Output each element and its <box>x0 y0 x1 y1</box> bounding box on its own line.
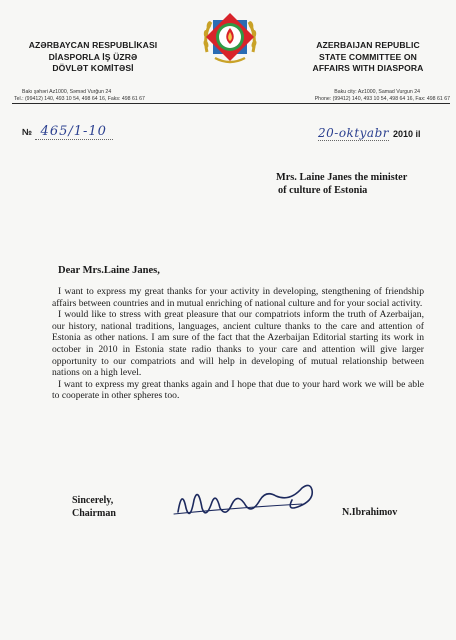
recipient-block <box>276 172 452 197</box>
number-value: 465/1-10 <box>35 124 113 140</box>
signer-name: N.Ibrahimov <box>342 507 398 518</box>
letterhead-left-line: AZƏRBAYCAN RESPUBLİKASI <box>28 40 158 50</box>
date-value: 20-oktyabr <box>318 126 389 140</box>
address-right <box>290 89 450 103</box>
letterhead-right-line: AFFAIRS WITH DIASPORA <box>312 63 424 73</box>
closing-line: Sincerely, <box>72 495 114 506</box>
letterhead-right-line: STATE COMMITTEE ON <box>319 51 417 62</box>
closing-title: Chairman <box>72 508 116 519</box>
letter-body <box>52 286 424 402</box>
letterhead-right-line: AZERBAIJAN REPUBLIC <box>316 40 420 50</box>
letterhead-divider <box>12 103 450 104</box>
number-label: № <box>22 127 33 137</box>
address-right-line: Phone: (99412) 140, 493 10 54, 498 64 16, Fax: 498 61 67 <box>314 96 450 102</box>
body-paragraph: I would like to stress with great pleasure that our compatriots inform the truth of Azerbaijan, our history, national traditions, languages, ancient culture thanks to the care and attention of Estonia as other nations. I am sure of the fact that the Azerbaijan Editorial starting its work in october in 2010 in Estonia state radio thanks to your care and attention will give larger opportunity to our compatriots and will help in developing of mutual relationship between nations on a high level. <box>52 309 424 379</box>
closing-block <box>72 494 116 520</box>
body-paragraph: I want to express my great thanks again and I hope that due to your hard work we will be able to cooperate in other spheres too. <box>52 378 424 402</box>
reference-number <box>22 124 113 139</box>
address-left-line: Bakı şəhəri Az1000, Səməd Vurğun 24 <box>22 89 112 95</box>
address-left <box>14 89 204 103</box>
date-year: 2010 il <box>393 129 421 139</box>
handwritten-signature-icon <box>172 478 332 526</box>
reference-date <box>318 124 421 142</box>
address-right-line: Baku city: Az1000, Samad Vurgun 24 <box>334 89 420 95</box>
salutation: Dear Mrs.Laine Janes, <box>58 265 160 276</box>
letterhead-left-line: DÖVLƏT KOMİTƏSİ <box>52 63 134 73</box>
letterhead-right <box>288 40 448 75</box>
body-paragraph: I want to express my great thanks for your activity in developing, stengthening of friendship affairs between countries and in mutual enriching of national culture and for your social activity. <box>52 286 424 309</box>
letterhead-left-line: DİASPORLA İŞ ÜZRƏ <box>48 51 138 62</box>
azerbaijan-state-emblem-icon <box>197 6 263 72</box>
address-left-line: Tel.: (99412) 140, 493 10 54, 498 64 16, Faks: 498 61 67 <box>14 96 145 102</box>
letterhead-left <box>13 40 173 75</box>
recipient-line: of culture of Estonia <box>278 184 368 196</box>
recipient-line: Mrs. Laine Janes the minister <box>276 172 408 183</box>
